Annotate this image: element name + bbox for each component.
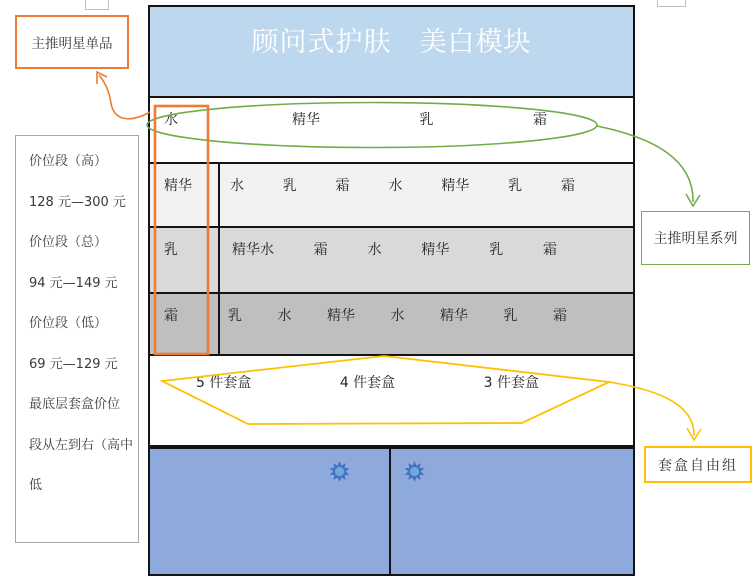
price-line: 69 元—129 元 <box>29 356 118 372</box>
yellow-arrow-head <box>687 428 701 440</box>
price-line: 128 元—300 元 <box>29 194 126 210</box>
product-matrix-table <box>148 5 635 447</box>
row-item: 霜 <box>533 112 547 128</box>
set-box-item: 5 件套盒 <box>196 375 252 391</box>
callout-star-product <box>15 15 129 69</box>
blue-panel-left <box>150 449 391 574</box>
row-item: 精华水 <box>232 242 274 258</box>
row-item: 霜 <box>542 242 557 258</box>
set-box-item: 4 件套盒 <box>339 375 396 391</box>
clipped-shape-top-right <box>657 0 686 7</box>
row-items <box>220 228 633 292</box>
price-line: 价位段（低） <box>29 316 108 331</box>
row-item: 精华 <box>421 242 450 258</box>
row-item: 水 <box>388 178 403 194</box>
row-items <box>220 294 633 354</box>
row-item: 水 <box>367 242 382 258</box>
row-label: 霜 <box>150 294 220 354</box>
row-item: 乳 <box>419 112 434 128</box>
callout-box-free-group-label: 套盒自由组 <box>658 457 738 474</box>
row-item: 乳 <box>489 242 504 258</box>
callout-box-free-group <box>644 446 752 483</box>
row-label: 水 <box>164 112 178 128</box>
set-box-row <box>150 356 633 441</box>
row-item: 水 <box>230 178 244 194</box>
row-item: 霜 <box>553 308 567 324</box>
price-panel <box>15 135 139 543</box>
matrix-row-water <box>150 98 633 164</box>
price-line: 价位段（总） <box>29 235 108 250</box>
set-box-item: 3 件套盒 <box>483 375 539 391</box>
sunburst-icon <box>327 459 352 484</box>
blue-panel-right <box>391 449 633 574</box>
green-arrow-head <box>686 194 700 206</box>
row-label: 精华 <box>150 164 220 226</box>
row-item: 精华 <box>292 112 320 128</box>
row-item: 精华 <box>440 308 468 324</box>
page-title: 顾问式护肤 美白模块 <box>251 27 532 58</box>
row-item: 精华 <box>327 308 355 324</box>
row-label: 乳 <box>150 228 220 292</box>
callout-star-product-label: 主推明星单品 <box>31 36 113 52</box>
price-line: 价位段（高） <box>29 154 108 169</box>
price-line: 94 元—149 元 <box>29 275 118 291</box>
row-item: 霜 <box>335 178 350 194</box>
callout-star-series <box>641 211 750 265</box>
row-item: 霜 <box>560 178 575 194</box>
row-item: 霜 <box>313 242 328 258</box>
row-items <box>220 98 633 162</box>
row-item: 乳 <box>282 178 297 194</box>
price-line: 最底层套盒价位 <box>29 397 121 412</box>
matrix-row-essence <box>150 164 633 228</box>
row-item: 乳 <box>508 178 523 194</box>
row-items <box>220 164 633 226</box>
table-header <box>150 7 633 98</box>
sunburst-icon <box>402 459 427 484</box>
row-item: 精华 <box>441 178 470 194</box>
clipped-shape-top-left <box>85 0 109 10</box>
orange-arrow-head <box>97 72 107 84</box>
orange-arrow <box>99 75 150 119</box>
bottom-blue-area <box>148 447 635 576</box>
row-item: 乳 <box>503 308 518 324</box>
price-line: 段从左到右（高中 <box>29 437 134 453</box>
matrix-row-cream <box>150 294 633 356</box>
callout-star-series-label: 主推明星系列 <box>653 231 738 247</box>
row-item: 水 <box>390 308 405 324</box>
matrix-row-lotion <box>150 228 633 294</box>
price-line: 低 <box>29 478 43 493</box>
row-item: 水 <box>277 308 292 324</box>
row-item: 乳 <box>228 308 242 324</box>
